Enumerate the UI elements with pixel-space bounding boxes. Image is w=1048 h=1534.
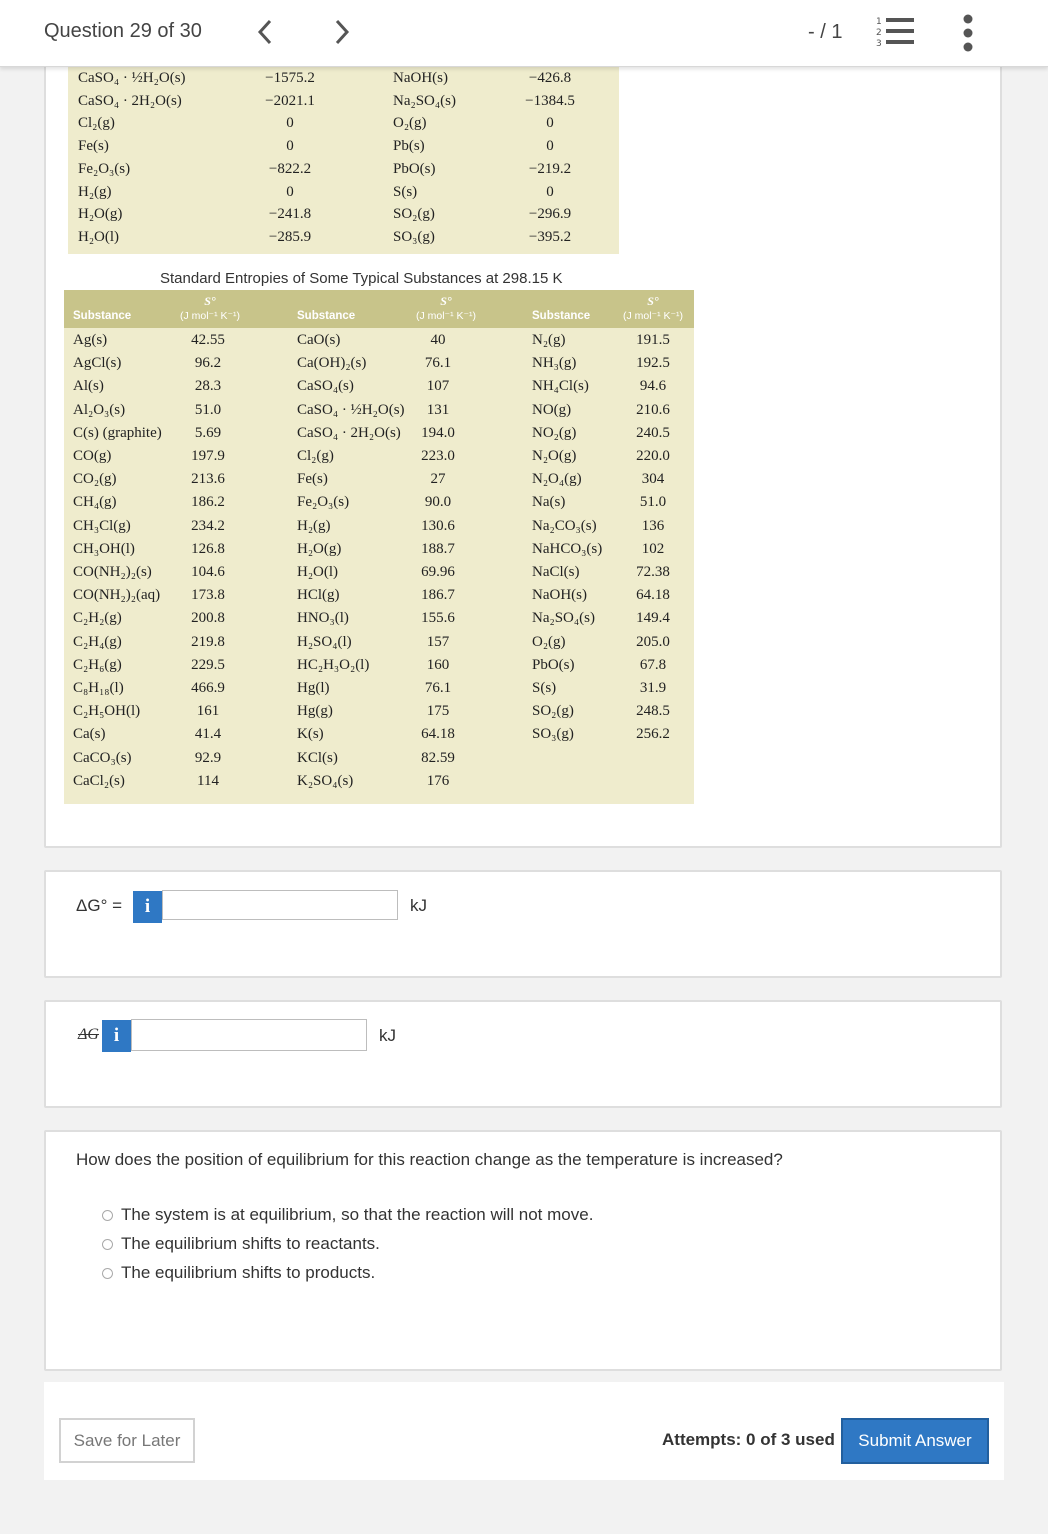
entropy-table-caption: Standard Entropies of Some Typical Substances at 298.15 K [160,270,563,287]
delta-g-input[interactable] [162,890,398,920]
substance-cell: NaOH(s) [393,70,448,86]
info-icon[interactable]: i [102,1020,131,1052]
header-s-degree: S° [440,294,452,308]
substance-cell: NH₄Cl(s) [532,378,589,395]
substance-cell: CH₃Cl(g) [73,517,131,534]
value-cell: −2021.1 [265,92,315,109]
substance-cell: Ca(s) [73,726,106,743]
value-cell: 248.5 [636,703,670,720]
value-cell: 64.18 [636,587,670,604]
value-cell: 194.0 [421,424,455,441]
header-unit: (J mol⁻¹ K⁻¹) [415,310,477,322]
substance-cell: N₂O(g) [532,448,577,464]
substance-cell: CO(NH₂)₂(s) [73,564,152,580]
value-cell: −241.8 [268,206,312,223]
substance-cell: Fe₂O₃(s) [78,160,131,177]
substance-cell: PbO(s) [393,160,436,177]
substance-cell: Pb(s) [393,138,425,155]
value-cell: 191.5 [636,332,670,348]
substance-cell: Na₂SO₄(s) [532,610,595,627]
entropy-table-header [64,290,694,328]
substance-cell: HCl(g) [297,587,340,604]
option-label: The system is at equilibrium, so that the reaction will not move. [121,1205,594,1224]
header-unit: (J mol⁻¹ K⁻¹) [179,310,241,322]
svg-text:2: 2 [876,28,882,38]
save-for-later-button[interactable]: Save for Later [59,1418,195,1463]
value-cell: 149.4 [636,610,670,627]
value-cell: 0 [286,138,294,155]
value-cell: 96.2 [194,355,222,372]
value-cell: 72.38 [636,564,670,580]
substance-cell: Fe(s) [78,138,109,155]
value-cell: 131 [426,401,450,418]
substance-cell: C₈H₁₈(l) [73,680,124,696]
value-cell: 130.6 [421,517,455,534]
substance-cell: H₂O(l) [297,564,339,580]
substance-cell: SO₂(g) [393,206,435,223]
header-substance: Substance [532,310,591,322]
value-cell: 157 [426,633,450,650]
value-cell: 197.9 [191,448,225,464]
substance-cell: Cl₂(g) [297,448,334,464]
value-cell: 102 [641,540,665,557]
value-cell: 0 [546,115,554,132]
substance-cell: CaSO₄ · 2H₂O(s) [297,424,401,441]
substance-cell: H₂O(l) [78,228,120,245]
substance-cell: Al₂O₃(s) [73,401,126,418]
substance-cell: NaHCO₃(s) [532,540,603,557]
value-cell: 186.7 [421,587,455,604]
substance-cell: S(s) [532,680,557,696]
svg-text:3: 3 [876,39,882,49]
value-cell: −285.9 [268,228,312,245]
value-cell: 67.8 [639,656,667,673]
value-cell: 173.8 [191,587,225,604]
value-cell: 82.59 [421,749,455,766]
more-vertical-icon[interactable] [958,14,978,52]
delta-g-unit: kJ [410,896,427,915]
substance-cell: H₂(g) [78,183,112,200]
value-cell: −1384.5 [525,92,575,109]
value-cell: 0 [546,138,554,155]
next-question-button[interactable] [327,16,357,48]
value-cell: 176 [426,772,450,789]
substance-cell: NaOH(s) [532,587,587,604]
value-cell: 28.3 [194,378,222,395]
substance-cell: Hg(g) [297,703,333,720]
substance-cell: H₂SO₄(l) [297,633,352,650]
substance-cell: HNO₃(l) [297,610,349,627]
substance-cell: Ca(OH)₂(s) [297,355,367,372]
option-shift-reactants[interactable] [102,1234,380,1254]
value-cell: 234.2 [191,517,225,534]
value-cell: 188.7 [421,540,455,557]
value-cell: 160 [426,656,450,673]
substance-cell: K₂SO₄(s) [297,772,354,789]
value-cell: 304 [641,471,665,488]
header-s-degree: S° [647,294,659,308]
substance-cell: H₂O(g) [78,206,123,223]
value-cell: −822.2 [268,160,312,177]
substance-cell: CaSO₄ · ½H₂O(s) [78,70,186,86]
substance-cell: NH₃(g) [532,355,577,372]
substance-cell: C₂H₄(g) [73,633,122,650]
substance-cell: CH₃OH(l) [73,540,135,557]
value-cell: 256.2 [636,726,670,743]
substance-cell: Al(s) [73,378,104,395]
previous-question-button[interactable] [250,16,280,48]
substance-cell: SO₃(g) [532,726,574,743]
substance-cell: NaCl(s) [532,564,580,580]
value-cell: 229.5 [191,656,225,673]
value-cell: 466.9 [191,680,225,696]
substance-cell: O₂(g) [393,115,427,132]
substance-cell: CaSO₄ · 2H₂O(s) [78,92,182,109]
option-label: The equilibrium shifts to products. [121,1263,376,1282]
value-cell: −1575.2 [265,70,315,86]
value-cell: 240.5 [636,424,670,441]
value-cell: 92.9 [194,749,222,766]
substance-cell: K(s) [297,726,324,743]
value-cell: 51.0 [194,401,222,418]
header-substance: Substance [297,310,356,322]
value-cell: 223.0 [421,448,455,464]
radio-button[interactable] [102,1268,113,1279]
value-cell: 155.6 [421,610,455,627]
substance-cell: CaCl₂(s) [73,772,125,789]
substance-cell: Hg(l) [297,680,330,696]
value-cell: −395.2 [528,228,572,245]
value-cell: 107 [426,378,450,395]
delta-g-second-unit: kJ [379,1026,396,1045]
value-cell: 42.55 [191,332,225,348]
question-counter: Question 29 of 30 [44,20,202,42]
value-cell: 27 [430,471,446,488]
value-cell: 126.8 [191,540,225,557]
value-cell: −219.2 [528,160,572,177]
value-cell: 210.6 [636,401,670,418]
value-cell: 175 [426,703,450,720]
top-bar [0,0,1048,67]
substance-cell: H₂(g) [297,517,331,534]
chevron-left-icon [256,18,274,46]
value-cell: 0 [286,183,294,200]
value-cell: 161 [196,703,220,720]
value-cell: 41.4 [194,726,222,743]
substance-cell: CH₄(g) [73,494,117,511]
delta-g-second-label: ΔG [78,1026,99,1043]
info-icon[interactable]: i [133,891,162,923]
option-shift-products[interactable] [102,1263,375,1283]
attempts-counter: Attempts: 0 of 3 used [662,1430,835,1449]
radio-button[interactable] [102,1239,113,1250]
value-cell: 136 [641,517,665,534]
value-cell: 40 [430,332,446,348]
substance-cell: CaSO₄ · ½H₂O(s) [297,401,405,418]
substance-cell: PbO(s) [532,656,575,673]
value-cell: −296.9 [528,206,572,223]
substance-cell: CO(NH₂)₂(aq) [73,587,161,604]
header-s-degree: S° [204,294,216,308]
value-cell: 200.8 [191,610,225,627]
substance-cell: AgCl(s) [73,355,122,372]
radio-button[interactable] [102,1210,113,1221]
substance-cell: NO₂(g) [532,424,577,441]
value-cell: 192.5 [636,355,670,372]
value-cell: 186.2 [191,494,225,511]
delta-g-label: ΔG° = [76,896,123,915]
substance-cell: CaO(s) [297,332,341,348]
substance-cell: CaCO₃(s) [73,749,132,766]
substance-cell: H₂O(g) [297,540,342,557]
substance-cell: HC₂H₃O₂(l) [297,656,370,673]
substance-cell: C(s) (graphite) [73,424,162,441]
value-cell: 51.0 [639,494,667,511]
numbered-list-icon[interactable] [874,14,916,50]
substance-cell: SO₂(g) [532,703,574,720]
value-cell: 64.18 [421,726,455,743]
substance-cell: C₂H₆(g) [73,656,122,673]
substance-cell: Fe₂O₃(s) [297,494,350,511]
option-label: The equilibrium shifts to reactants. [121,1234,380,1253]
substance-cell: CO(g) [73,448,112,464]
substance-cell: C₂H₂(g) [73,610,122,627]
value-cell: 76.1 [424,355,452,372]
value-cell: 219.8 [191,633,225,650]
substance-cell: O₂(g) [532,633,566,650]
substance-cell: SO₃(g) [393,228,435,245]
submit-answer-button[interactable]: Submit Answer [841,1418,989,1464]
value-cell: 76.1 [424,680,452,696]
svg-text:1: 1 [876,17,882,27]
substance-cell: Na₂CO₃(s) [532,517,597,534]
substance-cell: C₂H₅OH(l) [73,703,141,720]
substance-cell: Na(s) [532,494,566,511]
chevron-right-icon [333,18,351,46]
header-unit: (J mol⁻¹ K⁻¹) [622,310,684,322]
delta-g-second-card [44,1000,1002,1108]
substance-cell: Fe(s) [297,471,328,488]
substance-cell: KCl(s) [297,749,338,766]
header-substance: Substance [73,310,132,322]
score-display: - / 1 [808,21,843,43]
value-cell: 31.9 [639,680,667,696]
substance-cell: Ag(s) [73,332,108,348]
substance-cell: S(s) [393,183,418,200]
option-no-shift[interactable] [102,1205,593,1225]
value-cell: 104.6 [191,564,225,580]
substance-cell: N₂O₄(g) [532,471,582,488]
value-cell: 94.6 [639,378,667,395]
delta-g-card [44,870,1002,978]
substance-cell: N₂(g) [532,332,566,348]
value-cell: 0 [546,183,554,200]
value-cell: 213.6 [191,471,225,488]
value-cell: 90.0 [424,494,452,511]
substance-cell: Cl₂(g) [78,115,115,132]
value-cell: 205.0 [636,633,670,650]
substance-cell: NO(g) [532,401,572,418]
value-cell: 0 [286,115,294,132]
delta-g-second-input[interactable] [131,1019,367,1051]
value-cell: 69.96 [421,564,455,580]
value-cell: 5.69 [194,424,222,441]
value-cell: −426.8 [528,70,572,86]
substance-cell: Na₂SO₄(s) [393,92,456,109]
question-text: How does the position of equilibrium for this reaction change as the temperature is increased? [76,1150,783,1169]
substance-cell: CO₂(g) [73,471,117,488]
substance-cell: CaSO₄(s) [297,378,354,395]
value-cell: 220.0 [636,448,670,464]
value-cell: 114 [197,772,219,789]
